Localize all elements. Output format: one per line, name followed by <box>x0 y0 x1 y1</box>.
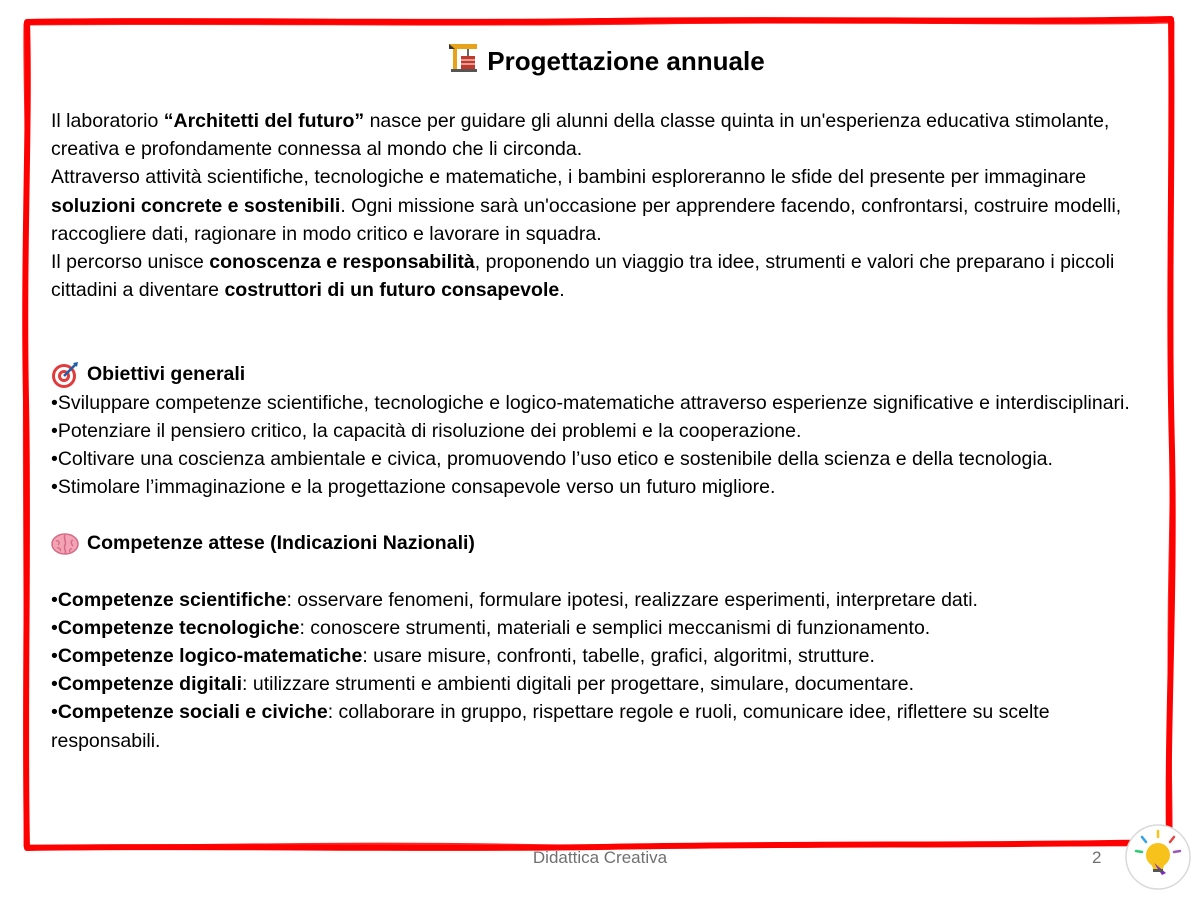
intro-text-run: Attraverso attività scientifiche, tecnologiche e matematiche, i bambini esploreranno le sfide del presente per immaginare <box>51 166 1087 189</box>
competence-label: Competenze logico-matematiche <box>57 645 363 668</box>
competence-bullet: • <box>51 701 58 724</box>
intro-text-run: Il percorso unisce <box>51 251 210 274</box>
competence-item <box>51 698 1161 754</box>
objectives-heading <box>51 360 1161 388</box>
intro-paragraph <box>51 248 1161 304</box>
intro-paragraph <box>51 163 1161 248</box>
objectives-heading-text: Obiettivi generali <box>87 363 246 386</box>
intro-bold-run: “Architetti del futuro” <box>163 110 365 132</box>
competence-description: : utilizzare strumenti e ambienti digitali per progettare, simulare, documentare. <box>242 673 914 696</box>
competence-item <box>51 614 1161 642</box>
competence-description: : osservare fenomeni, formulare ipotesi, realizzare esperimenti, interpretare dati. <box>286 588 978 611</box>
competence-bullet: • <box>51 588 58 611</box>
competence-item <box>51 642 1161 670</box>
intro-paragraph <box>51 107 1161 163</box>
intro-text <box>51 107 1161 304</box>
intro-bold-run: soluzioni concrete e sostenibili <box>51 194 341 217</box>
competence-label: Competenze sociali e civiche <box>57 701 328 724</box>
competence-description: : conoscere strumenti, materiali e semplici meccanismi di funzionamento. <box>299 616 931 639</box>
brain-icon <box>51 530 79 558</box>
competence-description: : usare misure, confronti, tabelle, grafici, algoritmi, strutture. <box>362 645 875 668</box>
competence-bullet: • <box>51 616 58 639</box>
competence-label: Competenze tecnologiche <box>57 616 300 639</box>
objectives-list <box>51 389 1161 502</box>
construction-crane-icon <box>447 42 479 83</box>
intro-text-run: . Ogni missione sarà un'occasione per apprendere facendo, confrontarsi, costruire modelli, raccogliere dati, ragionare in modo critico e lavorare in squadra. <box>51 194 1122 245</box>
competence-description: : collaborare in gruppo, rispettare regole e ruoli, comunicare idee, riflettere su scelte responsabili. <box>51 701 1050 752</box>
competence-item <box>51 586 1161 614</box>
intro-bold-run: costruttori di un futuro consapevole <box>224 279 560 302</box>
intro-text-run: , proponendo un viaggio tra idee, strumenti e valori che preparano i piccoli cittadini a diventare <box>51 251 1115 302</box>
competences-heading-text: Competenze attese (Indicazioni Nazionali) <box>87 532 475 555</box>
competence-label: Competenze scientifiche <box>57 588 287 611</box>
competence-bullet: • <box>51 673 58 696</box>
page-title-text: Progettazione annuale <box>487 46 765 76</box>
slide-content <box>51 42 1161 755</box>
objective-item: •Potenziare il pensiero critico, la capacità di risoluzione dei problemi e la cooperazione. <box>51 419 802 442</box>
page-number: 2 <box>1092 848 1102 867</box>
intro-bold-run: conoscenza e responsabilità <box>209 251 475 274</box>
competences-list <box>51 586 1161 755</box>
page-title <box>51 42 1161 83</box>
footer-text: Didattica Creativa <box>532 848 668 867</box>
intro-text-run: . <box>559 279 565 302</box>
target-icon <box>51 361 79 389</box>
competence-bullet: • <box>51 645 58 668</box>
competence-label: Competenze digitali <box>57 673 243 696</box>
objective-item: •Coltivare una coscienza ambientale e civica, promuovendo l’uso etico e sostenibile della scienza e della tecnologia. <box>51 448 1053 471</box>
intro-text-run: nasce per guidare gli alunni della classe quinta in un'esperienza educativa stimolante, creativa e profondamente connessa al mondo che li circonda. <box>51 110 1110 161</box>
objective-item: •Stimolare l’immaginazione e la progettazione consapevole verso un futuro migliore. <box>51 476 776 499</box>
lightbulb-logo-icon <box>1124 823 1192 891</box>
competences-heading <box>51 529 1161 557</box>
objective-item: •Sviluppare competenze scientifiche, tecnologiche e logico-matematiche attraverso esperienze significative e interdisciplinari. <box>51 391 1130 414</box>
competence-item <box>51 670 1161 698</box>
intro-text-run: Il laboratorio <box>51 110 164 132</box>
